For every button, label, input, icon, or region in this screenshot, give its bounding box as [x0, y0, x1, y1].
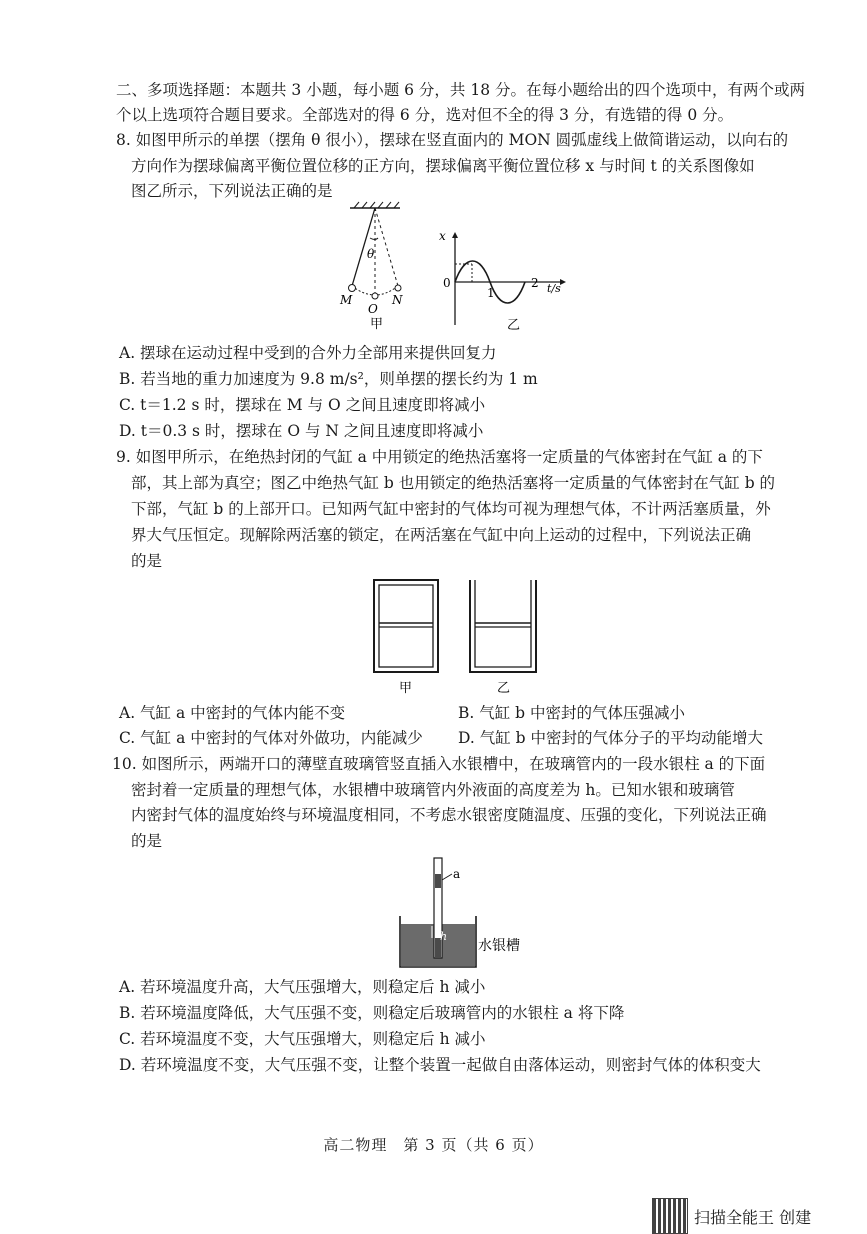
figure-caption-yi-q9: 乙: [497, 681, 511, 696]
label-a: a: [453, 867, 461, 881]
scanner-watermark: [652, 1198, 811, 1234]
section-header-line-1: 二、多项选择题：本题共 3 小题，每小题 6 分，共 18 分。在每小题给出的四个选项中，有两个或两: [116, 81, 806, 99]
point-m-label: M: [340, 293, 353, 307]
ceiling-hatch: [350, 202, 400, 208]
origin-label: 0: [443, 276, 451, 290]
cylinder-a: [374, 580, 438, 672]
q10-option-d: D. 若环境温度不变，大气压强不变，让整个装置一起做自由落体运动，则密封气体的体积变大: [119, 1056, 761, 1074]
q8-option-b: B. 若当地的重力加速度为 9.8 m/s²，则单摆的摆长约为 1 m: [119, 370, 538, 388]
figure-caption-yi: 乙: [507, 318, 521, 333]
q10-option-b: B. 若环境温度降低，大气压强不变，则稳定后玻璃管内的水银柱 a 将下降: [119, 1004, 625, 1022]
q8-option-a: A. 摆球在运动过程中受到的合外力全部用来提供回复力: [119, 344, 497, 362]
pendulum-bob: [349, 285, 356, 292]
cylinder-b: [470, 580, 536, 672]
x-axis-label: x: [439, 229, 446, 243]
q9-stem-line-4: 界大气压恒定。现解除两活塞的锁定，在两活塞在气缸中向上运动的过程中，下列说法正确: [131, 526, 752, 544]
q10-option-a: A. 若环境温度升高，大气压强增大，则稳定后 h 减小: [119, 978, 486, 996]
q10-stem-line-3: 内密封气体的温度始终与环境温度相同，不考虑水银密度随温度、压强的变化，下列说法正确: [131, 806, 767, 824]
q9-option-a: A. 气缸 a 中密封的气体内能不变: [119, 704, 346, 722]
mercury-tube-figure: [398, 856, 538, 971]
trough-label: 水银槽: [478, 938, 520, 954]
q8-stem-line-1: 8. 如图甲所示的单摆（摆角 θ 很小），摆球在竖直面内的 MON 圆弧虚线上做简谐运动，以向右的: [116, 131, 789, 149]
tick-2-label: 2: [531, 276, 539, 290]
xt-graph-figure: [440, 230, 570, 335]
cylinder-figure: [372, 578, 552, 698]
watermark-text: 扫描全能王 创建: [694, 1207, 812, 1227]
q9-option-c: C. 气缸 a 中密封的气体对外做功，内能减少: [119, 729, 423, 747]
qr-code-icon: [652, 1198, 688, 1234]
section-header-line-2: 个以上选项符合题目要求。全部选对的得 6 分，选对但不全的得 3 分，有选错的得 0 分。: [116, 106, 734, 124]
mercury-column-a: [435, 874, 441, 888]
q8-option-d: D. t＝0.3 s 时，摆球在 O 与 N 之间且速度即将减小: [119, 422, 484, 440]
q10-stem-line-4: 的是: [131, 832, 163, 850]
tick-1-label: 1: [487, 286, 495, 300]
q10-stem-line-1: 10. 如图所示，两端开口的薄壁直玻璃管竖直插入水银槽中，在玻璃管内的一段水银柱 a 的下面: [112, 755, 766, 773]
figure-caption-jia-q9: 甲: [399, 681, 413, 696]
theta-label: θ: [367, 247, 375, 261]
q8-option-c: C. t＝1.2 s 时，摆球在 M 与 O 之间且速度即将减小: [119, 396, 486, 414]
q9-option-d: D. 气缸 b 中密封的气体分子的平均动能增大: [458, 729, 764, 747]
q10-option-c: C. 若环境温度不变，大气压强增大，则稳定后 h 减小: [119, 1030, 486, 1048]
point-n-label: N: [392, 293, 403, 307]
q9-stem-line-2: 部，其上部为真空；图乙中绝热气缸 b 也用锁定的绝热活塞将一定质量的气体密封在气缸 b 的: [131, 474, 776, 492]
point-o-label: O: [368, 302, 378, 316]
q9-stem-line-1: 9. 如图甲所示，在绝热封闭的气缸 a 中用锁定的绝热活塞将一定质量的气体密封在气缸 a 的下: [116, 448, 763, 466]
q10-stem-line-2: 密封着一定质量的理想气体，水银槽中玻璃管内外液面的高度差为 h。已知水银和玻璃管: [131, 781, 735, 799]
q8-stem-line-2: 方向作为摆球偏离平衡位置位移的正方向，摆球偏离平衡位置位移 x 与时间 t 的关系图像如: [131, 157, 755, 175]
q9-stem-line-3: 下部，气缸 b 的上部开口。已知两气缸中密封的气体均可视为理想气体，不计两活塞质量，外: [131, 500, 771, 518]
q9-option-b: B. 气缸 b 中密封的气体压强减小: [458, 704, 686, 722]
page-footer: 高二物理 第 3 页（共 6 页）: [323, 1136, 544, 1154]
label-h: h: [440, 930, 448, 943]
t-axis-label: t/s: [547, 282, 561, 295]
q8-stem-line-3: 图乙所示，下列说法正确的是: [131, 182, 333, 200]
q9-stem-line-5: 的是: [131, 552, 163, 570]
pendulum-figure: [330, 200, 420, 335]
figure-caption-jia: 甲: [370, 317, 384, 332]
